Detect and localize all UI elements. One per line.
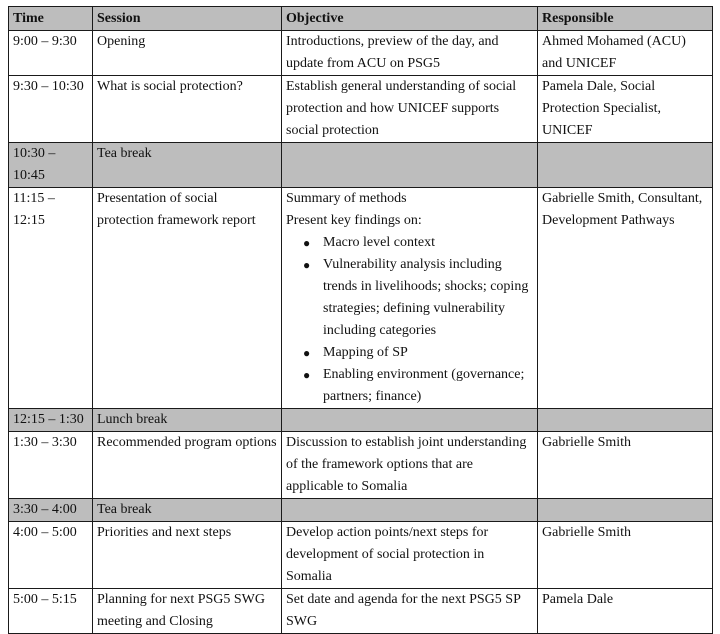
time-cell: 9:30 – 10:30 xyxy=(9,76,93,143)
objective-cell: Establish general understanding of social protection and how UNICEF supports social protection xyxy=(282,76,538,143)
list-item-text: Mapping of SP xyxy=(323,345,408,360)
header-objective: Objective xyxy=(282,7,538,31)
session-cell: Opening xyxy=(93,31,282,76)
break-row xyxy=(9,409,713,432)
findings-list xyxy=(286,232,533,408)
bullet-icon: ● xyxy=(303,346,311,360)
time-cell: 1:30 – 3:30 xyxy=(9,432,93,499)
time-cell: 3:30 – 4:00 xyxy=(9,499,93,522)
table-row xyxy=(9,188,713,409)
list-item xyxy=(286,364,533,408)
session-cell: Planning for next PSG5 SWG meeting and Closing xyxy=(93,589,282,634)
objective-cell xyxy=(282,499,538,522)
table-row xyxy=(9,76,713,143)
list-item xyxy=(286,254,533,342)
time-cell: 5:00 – 5:15 xyxy=(9,589,93,634)
objective-cell: Discussion to establish joint understanding of the framework options that are applicable to Somalia xyxy=(282,432,538,499)
session-cell: Recommended program options xyxy=(93,432,282,499)
session-cell: Lunch break xyxy=(93,409,282,432)
time-cell: 11:15 – 12:15 xyxy=(9,188,93,409)
objective-cell xyxy=(282,409,538,432)
session-cell: What is social protection? xyxy=(93,76,282,143)
list-item xyxy=(286,232,533,254)
list-item-text: Vulnerability analysis including trends in livelihoods; shocks; coping strategies; defining vulnerability including categories xyxy=(323,257,529,338)
objective-cell: Develop action points/next steps for development of social protection in Somalia xyxy=(282,522,538,589)
session-cell: Priorities and next steps xyxy=(93,522,282,589)
objective-cell: Introductions, preview of the day, and update from ACU on PSG5 xyxy=(282,31,538,76)
responsible-cell xyxy=(538,499,713,522)
session-cell: Tea break xyxy=(93,143,282,188)
break-row xyxy=(9,143,713,188)
header-session: Session xyxy=(93,7,282,31)
objective-cell xyxy=(282,143,538,188)
time-cell: 12:15 – 1:30 xyxy=(9,409,93,432)
break-row xyxy=(9,499,713,522)
header-row xyxy=(9,7,713,31)
time-cell: 9:00 – 9:30 xyxy=(9,31,93,76)
table-row xyxy=(9,31,713,76)
responsible-cell: Ahmed Mohamed (ACU) and UNICEF xyxy=(538,31,713,76)
objective-line: Present key findings on: xyxy=(286,213,422,228)
objective-line: Summary of methods xyxy=(286,191,407,206)
bullet-icon: ● xyxy=(303,258,311,272)
header-responsible: Responsible xyxy=(538,7,713,31)
header-time: Time xyxy=(9,7,93,31)
time-cell: 4:00 – 5:00 xyxy=(9,522,93,589)
objective-cell xyxy=(282,188,538,409)
responsible-cell: Gabrielle Smith, Consultant, Development Pathways xyxy=(538,188,713,409)
bullet-icon: ● xyxy=(303,236,311,250)
list-item xyxy=(286,342,533,364)
session-cell: Tea break xyxy=(93,499,282,522)
responsible-cell xyxy=(538,409,713,432)
bullet-icon: ● xyxy=(303,368,311,382)
responsible-cell: Gabrielle Smith xyxy=(538,432,713,499)
responsible-cell: Gabrielle Smith xyxy=(538,522,713,589)
objective-cell: Set date and agenda for the next PSG5 SP SWG xyxy=(282,589,538,634)
list-item-text: Macro level context xyxy=(323,235,435,250)
responsible-cell xyxy=(538,143,713,188)
table-row xyxy=(9,432,713,499)
responsible-cell: Pamela Dale xyxy=(538,589,713,634)
time-cell: 10:30 – 10:45 xyxy=(9,143,93,188)
table-row xyxy=(9,522,713,589)
session-cell: Presentation of social protection framework report xyxy=(93,188,282,409)
table-row xyxy=(9,589,713,634)
list-item-text: Enabling environment (governance; partners; finance) xyxy=(323,367,525,404)
responsible-cell: Pamela Dale, Social Protection Specialist, UNICEF xyxy=(538,76,713,143)
